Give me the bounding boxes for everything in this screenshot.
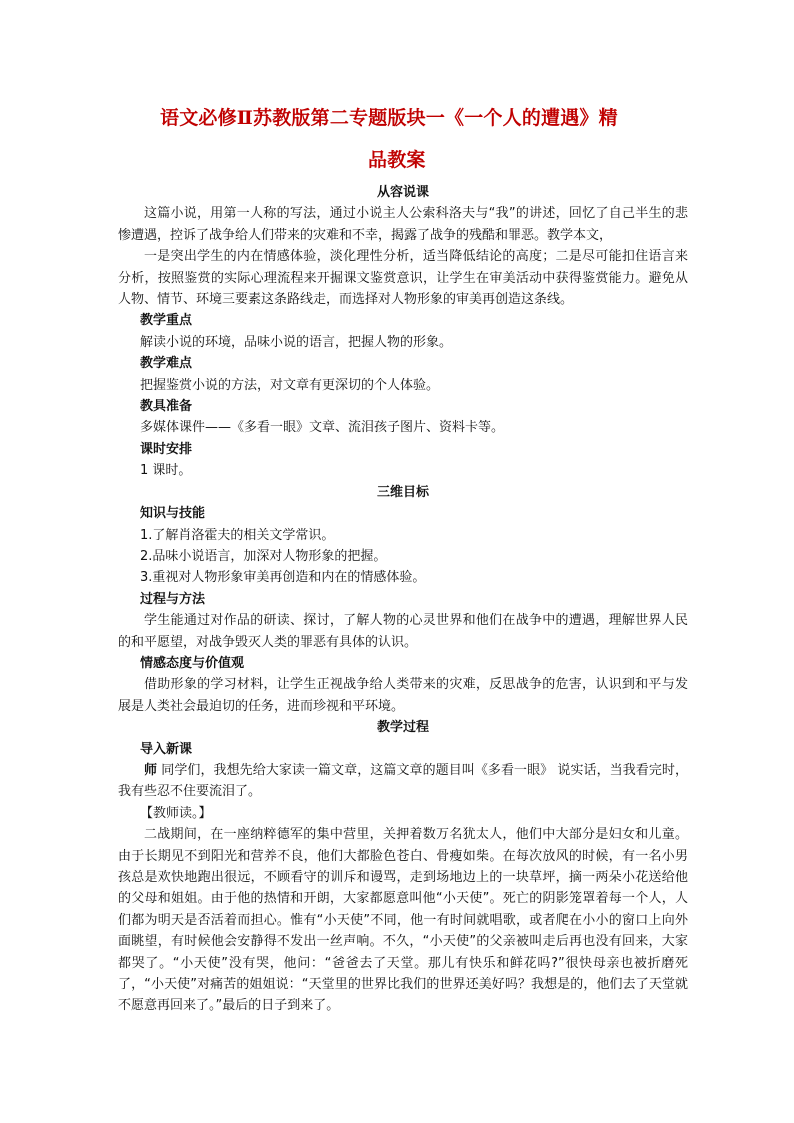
document-title-line2: 品教案 [368,149,426,171]
story-paragraph: 二战期间，在一座纳粹德军的集中营里，关押着数万名犹太人，他们中大部分是妇女和儿童。由于长期见不到阳光和营养不良，他们大都脸色苍白、骨瘦如柴。在每次放风的时候，有一名小男孩总是欢快地跑出很远，不顾看守的训斥和谩骂，走到场地边上的一块草坪，摘一两朵小花送给他的父母和姐姐。由于他的热情和开朗，大家都愿意叫他“小天使”。死亡的阴影笼罩着每一个人，人们都为明天是否活着而担心。惟有“小天使”不同，他一有时间就唱歌，或者爬在小小的窗口上向外面眺望，有时候他会安静得不发出一丝声响。不久，“小天使”的父亲被叫走后再也没有回来，大家都哭了。“小天使”没有哭，他问：“爸爸去了天堂。那儿有快乐和鲜花吗?”很快母亲也被折磨死了，“小天使”对痛苦的姐姐说：“天堂里的世界比我们的世界还美好吗？我想是的，他们去了天堂就不愿意再回来了。”最后的日子到来了。 [118,827,688,1014]
section-heading-congrong: 从容说课 [376,185,429,200]
document-title-line1: 语文必修Ⅱ苏教版第二专题版块一《一个人的遭遇》精 [160,107,618,129]
intro-paragraph-1: 这篇小说，用第一人称的写法，通过小说主人公索科洛夫与“我”的讲述，回忆了自己半生的悲惨遭遇，控诉了战争给人们带来的灾难和不幸，揭露了战争的残酷和罪恶。教学本文， [118,206,688,243]
heading-process-method: 过程与方法 [140,591,206,607]
teacher-reads-note: 【教师读。】 [140,805,212,821]
intro-paragraph-2: 一是突出学生的内在情感体验，淡化理性分析，适当降低结论的高度；二是尽可能扣住语言来分析，按照鉴赏的实际心理流程来开掘课文鉴赏意识，让学生在审美活动中获得鉴赏能力。避免从人物、情节、环境三要素这条路线走，而选择对人物形象的审美再创造这条线。 [118,249,688,308]
teaching-aids-text: 多媒体课件——《多看一眼》文章、流泪孩子图片、资料卡等。 [140,420,505,436]
heading-teaching-aids: 教具准备 [140,399,193,415]
heading-knowledge-skills: 知识与技能 [140,506,206,522]
document-body [118,182,688,1017]
goal-item: 2.品味小说语言，加深对人物形象的把握。 [140,548,387,564]
heading-emotion-values: 情感态度与价值观 [140,655,245,671]
lead-in-paragraph [118,760,688,803]
section-heading-sanwei: 三维目标 [376,484,429,500]
heading-class-schedule: 课时安排 [140,441,193,457]
teacher-label: 师 [144,762,158,778]
goal-item: 3.重视对人物形象审美再创造和内在的情感体验。 [140,570,426,586]
emotion-values-text: 借助形象的学习材料，让学生正视战争给人类带来的灾难，反思战争的危害，认识到和平与发展是人类社会最迫切的任务，进而珍视和平环境。 [118,677,688,714]
heading-teaching-focus: 教学重点 [140,313,193,329]
process-method-text: 学生能通过对作品的研读、探讨，了解人物的心灵世界和他们在战争中的遭遇，理解世界人民的和平愿望，对战争毁灭人类的罪恶有具体的认识。 [118,613,688,650]
heading-lead-in: 导入新课 [140,741,193,757]
heading-teaching-difficulty: 教学难点 [140,356,193,372]
section-heading-process: 教学过程 [376,720,429,736]
teaching-focus-text: 解读小说的环境，品味小说的语言，把握人物的形象。 [140,334,453,350]
goal-item: 1.了解肖洛霍夫的相关文学常识。 [140,527,335,543]
class-schedule-text: 1 课时。 [140,463,192,479]
teaching-difficulty-text: 把握鉴赏小说的方法，对文章有更深切的个人体验。 [140,377,440,393]
lead-in-text: 同学们，我想先给大家读一篇文章，这篇文章的题目叫《多看一眼》 说实话，当我看完时，我有些忍不住要流泪了。 [118,762,688,800]
